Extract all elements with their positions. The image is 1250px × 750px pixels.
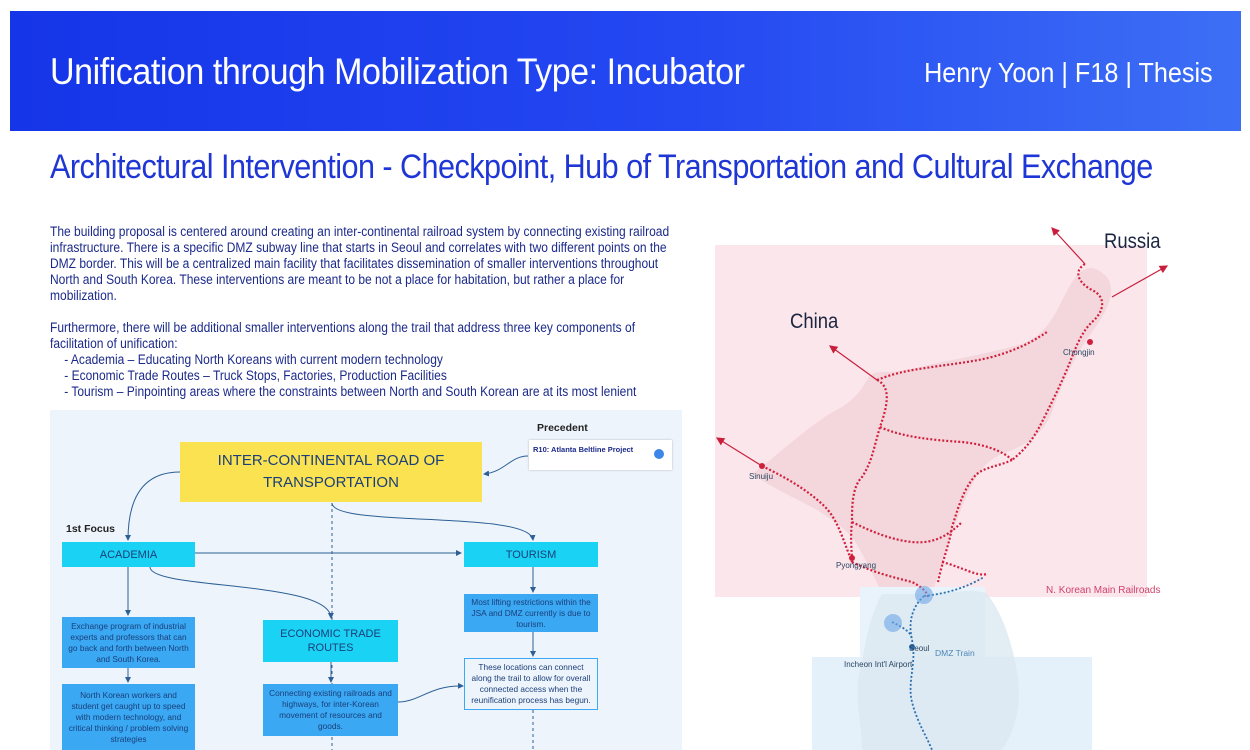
tourism-desc-1: Most lifting restrictions within the JSA and DMZ currently is due to tourism. [464,594,598,632]
checkpoint-marker [915,586,933,604]
map-legend: N. Korean Main Railroads [1046,585,1161,596]
label-dmz-train: DMZ Train [935,648,975,658]
list-item: - Academia – Educating North Koreans with current modern technology [64,352,443,367]
focus-label: 1st Focus [66,523,116,535]
list-item: - Economic Trade Routes – Truck Stops, Factories, Production Facilities [64,368,447,383]
components-list [50,352,673,400]
academia-desc-1: Exchange program of industrial experts and professors that can go back and forth between North and South Korea. [62,617,195,668]
checkpoint-marker [884,614,902,632]
precedent-label: Precedent [537,422,588,434]
main-concept-box: INTER-CONTINENTAL ROAD OF TRANSPORTATION [180,442,482,502]
south-korea-landmass [858,591,1019,750]
description-text [50,224,673,400]
paragraph-2: Furthermore, there will be additional smaller interventions along the trail that address three key components of facilitation of unification: [50,320,636,351]
railroad-map [712,222,1250,750]
list-item: - Tourism – Pinpointing areas where the constraints between North and South Korean are at its most lenient [64,384,637,399]
title-banner [10,11,1241,131]
label-russia: Russia [1104,230,1161,253]
economic-desc: Connecting existing railroads and highways, for inter-Korean movement of resources and goods. [263,684,398,736]
precedent-item: R10: Atlanta Beltline Project [533,445,634,454]
city-marker [759,463,765,469]
label-china: China [790,310,839,333]
label-seoul: Seoul [909,644,930,653]
academia-desc-2: North Korean workers and student get caught up to speed with modern technology, and critical thinking / problem solving strategies [62,684,195,750]
paragraph-1: The building proposal is centered around creating an inter-continental railroad system by connecting existing railroad infrastructure. There is a specific DMZ subway line that starts in Seoul and correlates with two different points on the DMZ border. This will be a centralized main facility that facilitates dissemination of smaller interventions throughout North and South Korea. These interventions are meant to be not a place for habitation, but rather a place for mobilization. [50,224,670,303]
academia-node: ACADEMIA [62,542,195,567]
label-pyongyang: Pyongyang [836,561,877,570]
section-heading: Architectural Intervention - Checkpoint, Hub of Transportation and Cultural Exchange [50,148,1153,186]
label-chongjin: Chongjin [1063,348,1095,357]
author-credit: Henry Yoon | F18 | Thesis [924,57,1213,88]
label-incheon: Incheon Int'l Airport [844,660,913,669]
link-icon [654,449,664,459]
tourism-desc-2: These locations can connect along the trail to allow for overall connected access when the reunification process has begun. [464,658,598,710]
poster-title: Unification through Mobilization Type: Incubator [50,51,745,92]
tourism-node: TOURISM [464,542,598,567]
label-sinuiju: Sinuiju [749,472,774,481]
city-marker [1087,339,1093,345]
economic-node: ECONOMIC TRADE ROUTES [263,620,398,662]
map-graphic [712,222,1250,750]
flow-diagram [50,410,682,750]
precedent-card[interactable] [529,440,672,470]
